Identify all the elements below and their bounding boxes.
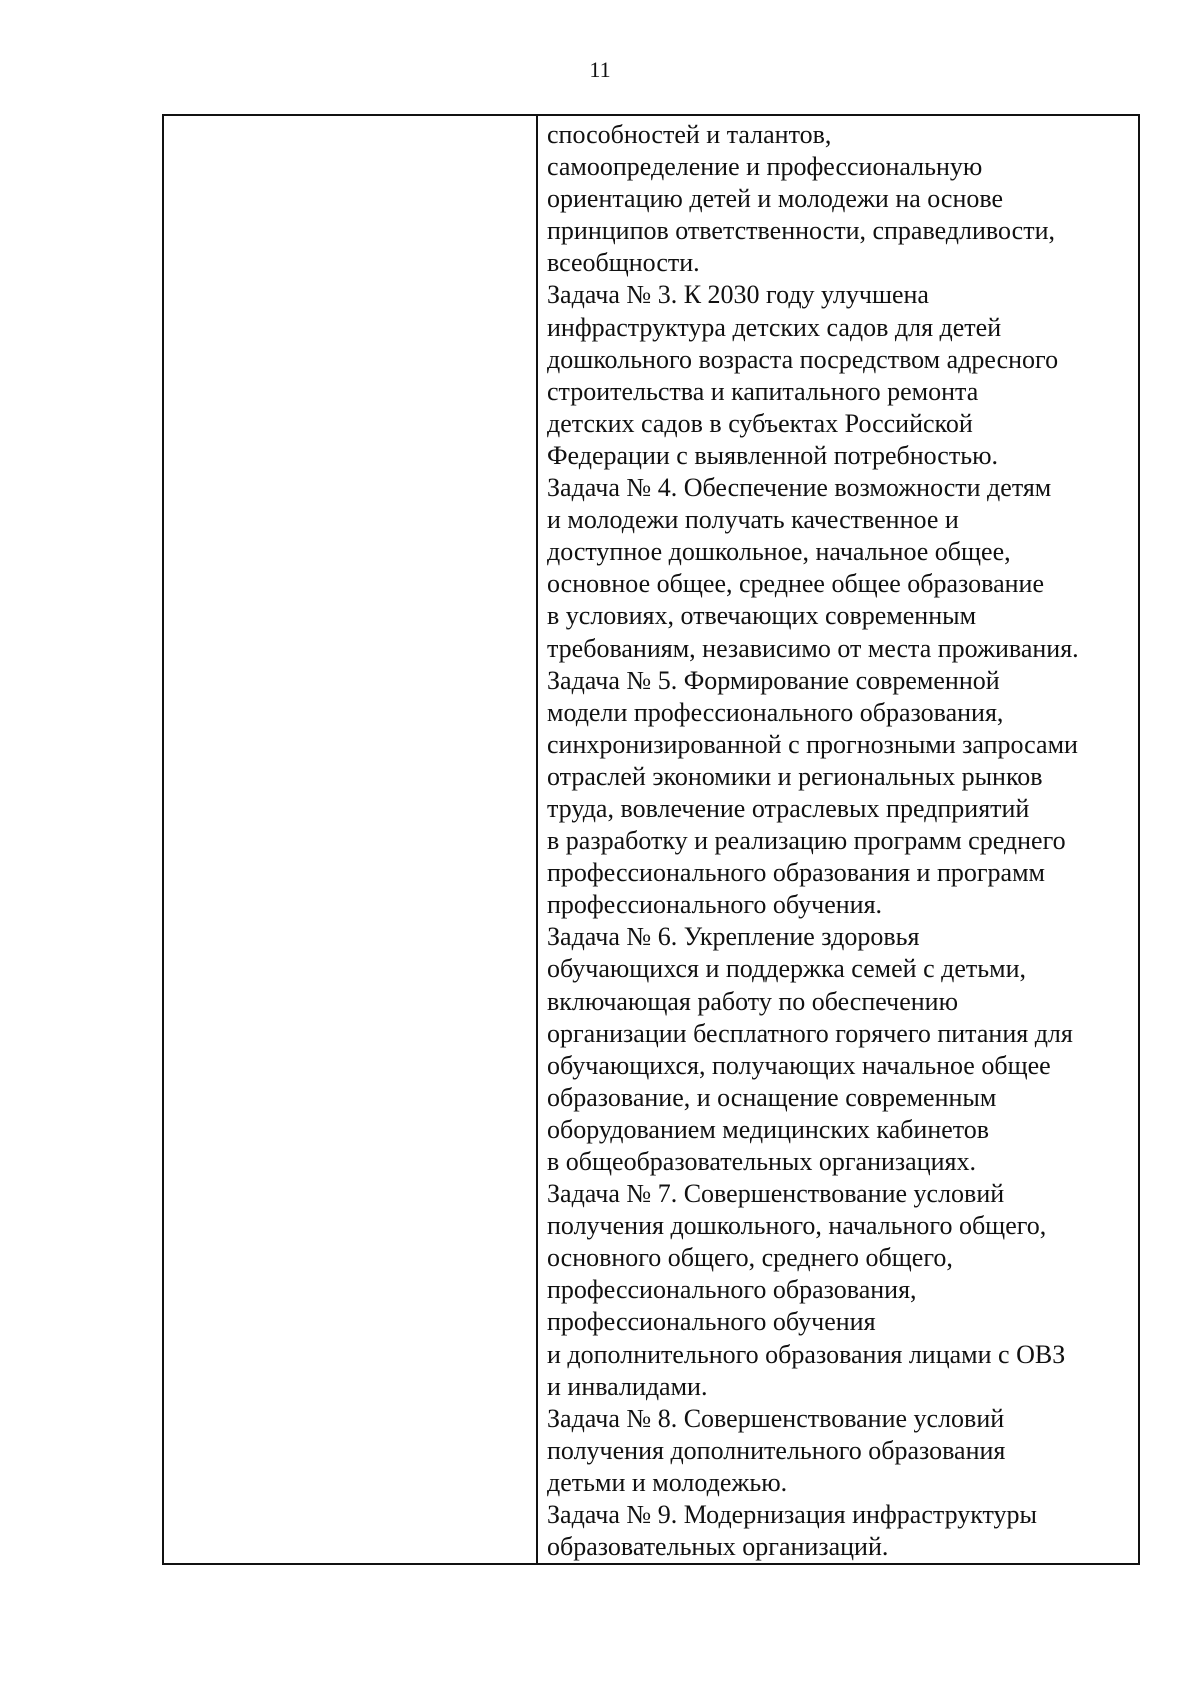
text-line: включающая работу по обеспечению [547, 986, 959, 1016]
text-line: в общеобразовательных организациях. [547, 1147, 976, 1176]
table-row [163, 115, 1139, 1564]
text-line: Федерации с выявленной потребностью. [547, 440, 998, 470]
text-line: Задача № 4. Обеспечение возможности детям [547, 473, 1052, 503]
text-line: основного общего, среднего общего, [547, 1243, 953, 1273]
text-line: Задача № 9. Модернизация инфраструктуры [547, 1500, 1038, 1530]
text-line: синхронизированной с прогнозными запросами [547, 729, 1078, 759]
text-line: образование, и оснащение современным [547, 1082, 997, 1112]
text-line: обучающихся и поддержка семей с детьми, [547, 954, 1026, 984]
page-number: 11 [589, 57, 611, 82]
text-line: инфраструктура детских садов для детей [547, 312, 1002, 342]
text-line: основное общее, среднее общее образование [547, 569, 1044, 599]
text-line: получения дополнительного образования [547, 1435, 1006, 1465]
text-line: Задача № 7. Совершенствование условий [547, 1179, 1005, 1209]
text-line: оборудованием медицинских кабинетов [547, 1114, 990, 1144]
text-line: дошкольного возраста посредством адресного [547, 344, 1059, 374]
text-line: Задача № 8. Совершенствование условий [547, 1403, 1005, 1433]
text-line: образовательных организаций. [547, 1532, 889, 1562]
text-line: принципов ответственности, справедливости, [547, 216, 1055, 246]
table-cell-left [163, 115, 537, 1564]
text-line: профессионального образования, [547, 1275, 917, 1305]
text-line: всеобщности. [547, 248, 700, 278]
text-line: организации бесплатного горячего питания для [547, 1018, 1073, 1048]
text-line: Задача № 6. Укрепление здоровья [547, 922, 920, 952]
text-line: и инвалидами. [547, 1371, 708, 1401]
text-line: ориентацию детей и молодежи на основе [547, 184, 1004, 214]
text-line: Задача № 3. К 2030 году улучшена [547, 280, 929, 310]
text-line: обучающихся, получающих начальное общее [547, 1050, 1051, 1080]
text-line: отраслей экономики и региональных рынков [547, 761, 1043, 791]
text-line: и дополнительного образования лицами с ОВЗ [547, 1339, 1066, 1369]
text-line: строительства и капитального ремонта [547, 376, 979, 406]
text-line: детских садов в субъектах Российской [547, 408, 973, 438]
text-line: способностей и талантов, [547, 120, 832, 149]
text-line: в условиях, отвечающих современным [547, 601, 977, 631]
text-line: профессионального обучения [547, 1307, 876, 1337]
text-line: Задача № 5. Формирование современной [547, 665, 1000, 695]
text-line: требованиям, независимо от места проживания. [547, 633, 1079, 663]
text-line: получения дошкольного, начального общего, [547, 1211, 1047, 1241]
text-line: труда, вовлечение отраслевых предприятий [547, 793, 1030, 823]
text-line: профессионального образования и программ [547, 858, 1045, 888]
document-table [162, 114, 1140, 1565]
text-line: и молодежи получать качественное и [547, 505, 959, 535]
text-line: профессионального обучения. [547, 890, 883, 920]
text-line: доступное дошкольное, начальное общее, [547, 537, 1011, 567]
text-line: детьми и молодежью. [547, 1467, 788, 1497]
text-line: в разработку и реализацию программ среднего [547, 826, 1066, 856]
text-line: самоопределение и профессиональную [547, 152, 983, 182]
text-line: модели профессионального образования, [547, 697, 1004, 727]
table-cell-right [537, 115, 1139, 1564]
